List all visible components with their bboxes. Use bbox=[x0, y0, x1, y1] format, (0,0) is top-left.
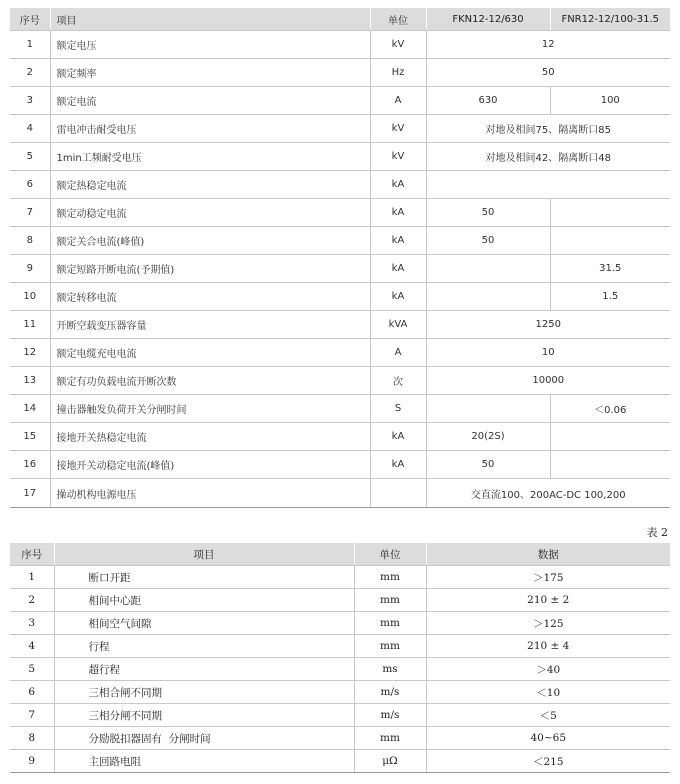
row-unit: mm bbox=[354, 612, 426, 635]
row-value-model-b bbox=[550, 199, 670, 227]
row-item: 三相合闸不同期 bbox=[54, 681, 354, 704]
row-item: 1min工频耐受电压 bbox=[50, 143, 370, 171]
table-row bbox=[10, 31, 670, 59]
row-value-model-b bbox=[550, 227, 670, 255]
row-no: 7 bbox=[10, 704, 54, 727]
row-data: ＜215 bbox=[426, 750, 670, 773]
table-row bbox=[10, 479, 670, 508]
row-unit: kA bbox=[370, 451, 426, 479]
row-unit: mm bbox=[354, 635, 426, 658]
table-row bbox=[10, 750, 670, 773]
row-item: 额定电流 bbox=[50, 87, 370, 115]
row-value-model-a: 50 bbox=[426, 199, 550, 227]
row-unit: kV bbox=[370, 115, 426, 143]
table-row bbox=[10, 367, 670, 395]
col-header-no: 序号 bbox=[10, 8, 50, 31]
table-row bbox=[10, 311, 670, 339]
col-header-item: 项目 bbox=[54, 543, 354, 566]
row-item: 超行程 bbox=[54, 658, 354, 681]
table-header-row bbox=[10, 8, 670, 31]
table-header-row bbox=[10, 543, 670, 566]
col-header-no: 序号 bbox=[10, 543, 54, 566]
row-value: 1250 bbox=[426, 311, 670, 339]
row-unit: S bbox=[370, 395, 426, 423]
row-no: 11 bbox=[10, 311, 50, 339]
row-data: ＞175 bbox=[426, 566, 670, 589]
row-value-model-a: 50 bbox=[426, 451, 550, 479]
row-value: 10000 bbox=[426, 367, 670, 395]
row-unit: kA bbox=[370, 199, 426, 227]
table-row bbox=[10, 681, 670, 704]
row-unit: kA bbox=[370, 283, 426, 311]
row-item: 额定电压 bbox=[50, 31, 370, 59]
table-row bbox=[10, 658, 670, 681]
row-item: 额定频率 bbox=[50, 59, 370, 87]
table-row bbox=[10, 566, 670, 589]
table-row bbox=[10, 451, 670, 479]
row-unit: μΩ bbox=[354, 750, 426, 773]
row-item: 分励脱扣器固有 分闸时间 bbox=[54, 727, 354, 750]
row-no: 6 bbox=[10, 681, 54, 704]
row-value-model-b bbox=[550, 451, 670, 479]
row-item: 相间空气间隙 bbox=[54, 612, 354, 635]
row-no: 3 bbox=[10, 612, 54, 635]
table-row bbox=[10, 727, 670, 750]
table-row bbox=[10, 339, 670, 367]
table-row bbox=[10, 589, 670, 612]
row-item: 额定有功负载电流开断次数 bbox=[50, 367, 370, 395]
row-no: 7 bbox=[10, 199, 50, 227]
row-item: 额定转移电流 bbox=[50, 283, 370, 311]
row-value-model-b: 1.5 bbox=[550, 283, 670, 311]
row-value-model-b bbox=[550, 423, 670, 451]
row-unit bbox=[370, 479, 426, 508]
row-unit: mm bbox=[354, 727, 426, 750]
row-unit: kA bbox=[370, 227, 426, 255]
row-item: 额定短路开断电流(予期值) bbox=[50, 255, 370, 283]
row-value-model-b: 31.5 bbox=[550, 255, 670, 283]
row-item: 接地开关动稳定电流(峰值) bbox=[50, 451, 370, 479]
table-row bbox=[10, 395, 670, 423]
row-unit: 次 bbox=[370, 367, 426, 395]
table-row bbox=[10, 635, 670, 658]
row-value bbox=[426, 171, 670, 199]
row-item: 开断空载变压器容量 bbox=[50, 311, 370, 339]
row-no: 5 bbox=[10, 143, 50, 171]
col-header-model-b: FNR12-12/100-31.5 bbox=[550, 8, 670, 31]
table-row bbox=[10, 171, 670, 199]
table-row bbox=[10, 283, 670, 311]
table2-caption: 表 2 bbox=[646, 526, 668, 539]
row-item: 操动机构电源电压 bbox=[50, 479, 370, 508]
row-data: ＞125 bbox=[426, 612, 670, 635]
row-value-model-a: 630 bbox=[426, 87, 550, 115]
row-item: 接地开关热稳定电流 bbox=[50, 423, 370, 451]
row-unit: kA bbox=[370, 171, 426, 199]
table-row bbox=[10, 59, 670, 87]
row-no: 10 bbox=[10, 283, 50, 311]
row-data: ＜10 bbox=[426, 681, 670, 704]
row-unit: m/s bbox=[354, 681, 426, 704]
parameters-table bbox=[10, 8, 670, 508]
row-value: 对地及相间42、隔离断口48 bbox=[426, 143, 670, 171]
row-no: 4 bbox=[10, 635, 54, 658]
row-no: 8 bbox=[10, 727, 54, 750]
row-item: 额定动稳定电流 bbox=[50, 199, 370, 227]
row-item: 三相分闸不同期 bbox=[54, 704, 354, 727]
row-value: 12 bbox=[426, 31, 670, 59]
row-no: 14 bbox=[10, 395, 50, 423]
row-item: 相间中心距 bbox=[54, 589, 354, 612]
row-unit: ms bbox=[354, 658, 426, 681]
row-unit: A bbox=[370, 339, 426, 367]
row-value: 10 bbox=[426, 339, 670, 367]
table-row bbox=[10, 704, 670, 727]
row-no: 12 bbox=[10, 339, 50, 367]
row-item: 行程 bbox=[54, 635, 354, 658]
col-header-unit: 单位 bbox=[370, 8, 426, 31]
col-header-item: 项目 bbox=[50, 8, 370, 31]
row-no: 9 bbox=[10, 255, 50, 283]
row-no: 3 bbox=[10, 87, 50, 115]
row-item: 断口开距 bbox=[54, 566, 354, 589]
row-unit: m/s bbox=[354, 704, 426, 727]
table-row bbox=[10, 423, 670, 451]
row-unit: kA bbox=[370, 255, 426, 283]
table-row bbox=[10, 115, 670, 143]
mechanical-data-table bbox=[10, 543, 670, 773]
row-unit: A bbox=[370, 87, 426, 115]
row-no: 2 bbox=[10, 59, 50, 87]
table-row bbox=[10, 199, 670, 227]
table-row bbox=[10, 255, 670, 283]
row-value-model-a: 50 bbox=[426, 227, 550, 255]
row-value-model-a bbox=[426, 283, 550, 311]
row-unit: mm bbox=[354, 589, 426, 612]
col-header-unit: 单位 bbox=[354, 543, 426, 566]
row-no: 2 bbox=[10, 589, 54, 612]
row-value-model-a bbox=[426, 255, 550, 283]
row-data: 210 ± 4 bbox=[426, 635, 670, 658]
row-unit: kA bbox=[370, 423, 426, 451]
row-no: 5 bbox=[10, 658, 54, 681]
row-no: 8 bbox=[10, 227, 50, 255]
row-no: 9 bbox=[10, 750, 54, 773]
row-data: ＜5 bbox=[426, 704, 670, 727]
row-item: 额定电缆充电电流 bbox=[50, 339, 370, 367]
row-no: 16 bbox=[10, 451, 50, 479]
row-item: 撞击器触发负荷开关分闸时间 bbox=[50, 395, 370, 423]
row-unit: kV bbox=[370, 143, 426, 171]
row-item: 主回路电阻 bbox=[54, 750, 354, 773]
row-no: 1 bbox=[10, 31, 50, 59]
row-no: 1 bbox=[10, 566, 54, 589]
table-row bbox=[10, 143, 670, 171]
col-header-data: 数据 bbox=[426, 543, 670, 566]
row-data: ＞40 bbox=[426, 658, 670, 681]
row-data: 210 ± 2 bbox=[426, 589, 670, 612]
row-unit: mm bbox=[354, 566, 426, 589]
row-item: 雷电冲击耐受电压 bbox=[50, 115, 370, 143]
row-unit: Hz bbox=[370, 59, 426, 87]
row-value-model-a bbox=[426, 395, 550, 423]
table-row bbox=[10, 87, 670, 115]
row-data: 40~65 bbox=[426, 727, 670, 750]
row-no: 6 bbox=[10, 171, 50, 199]
row-no: 17 bbox=[10, 479, 50, 508]
row-value: 交直流100、200AC-DC 100,200 bbox=[426, 479, 670, 508]
row-unit: kV bbox=[370, 31, 426, 59]
table-row bbox=[10, 227, 670, 255]
row-value-model-a: 20(2S) bbox=[426, 423, 550, 451]
row-value-model-b: 100 bbox=[550, 87, 670, 115]
row-no: 15 bbox=[10, 423, 50, 451]
row-value: 对地及相间75、隔离断口85 bbox=[426, 115, 670, 143]
row-value: 50 bbox=[426, 59, 670, 87]
col-header-model-a: FKN12-12/630 bbox=[426, 8, 550, 31]
table-row bbox=[10, 612, 670, 635]
row-no: 13 bbox=[10, 367, 50, 395]
row-item: 额定热稳定电流 bbox=[50, 171, 370, 199]
row-item: 额定关合电流(峰值) bbox=[50, 227, 370, 255]
row-value-model-b: ＜0.06 bbox=[550, 395, 670, 423]
row-no: 4 bbox=[10, 115, 50, 143]
row-unit: kVA bbox=[370, 311, 426, 339]
